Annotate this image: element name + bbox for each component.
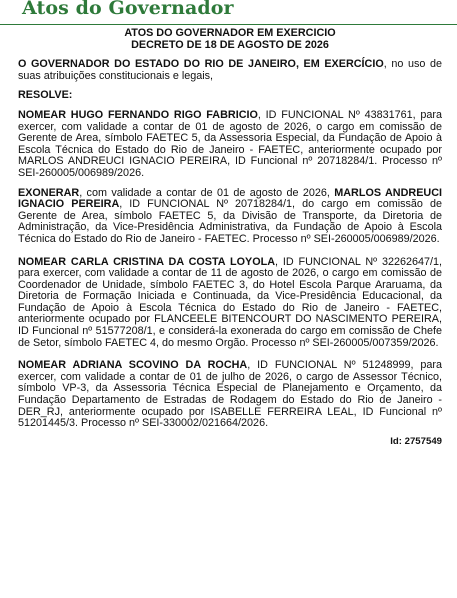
act-3-name: NOMEAR CARLA CRISTINA DA COSTA LOYOLA xyxy=(18,255,275,268)
heading-line-1: ATOS DO GOVERNADOR EM EXERCICIO xyxy=(124,27,336,39)
act-paragraph-4 xyxy=(18,360,442,430)
decree-body xyxy=(18,28,442,447)
act-paragraph-1 xyxy=(18,110,442,180)
act-paragraph-3 xyxy=(18,257,442,350)
resolve-text: RESOLVE: xyxy=(18,89,73,102)
section-title: Atos do Governador xyxy=(22,0,234,19)
document-id: Id: 2757549 xyxy=(390,435,442,447)
section-header xyxy=(0,0,457,25)
act-paragraph-2 xyxy=(18,188,442,246)
act-1-name: NOMEAR HUGO FERNANDO RIGO FABRICIO xyxy=(18,108,258,121)
act-1-text: , ID FUNCIONAL Nº 43831761, para exercer, com validade a contar de 01 de agosto de 2026, o cargo em comissão de Gerente de Area, símbolo FAETEC 5, da Assessoria Especial, da Fundação de Apoio à Escola Técnica do Estado do Rio de Janeiro - FAETEC, anteriormente ocupado por MARLOS ANDREUCI IGNACIO PEREIRA, ID Funcional nº 20718284/1. Processo nº SEI-260005/006989/2026. xyxy=(18,108,443,179)
intro-rest: , no uso de suas atribuições constitucionais e legais, xyxy=(18,58,442,82)
intro-paragraph xyxy=(18,59,442,82)
act-2-lead: EXONERAR xyxy=(18,186,80,199)
act-4-text: , ID FUNCIONAL Nº 51248999, para exercer, com validade a contar de 01 de julho de 2026, o cargo de Assessor Técnico, símbolo VP-3, da Assessoria Técnica Especial de Planejamento e Orçamento, da Fundação Departamento de Estradas de Rodagem do Estado do Rio de Janeiro - DER_RJ, anteriormente ocupado por ISABELLE FERREIRA LEAL, ID Funcional nº 51201445/3. Processo nº SEI-330002/021664/2026. xyxy=(18,359,443,430)
act-2-pre: , com validade a contar de 01 de agosto de 2026, xyxy=(79,186,335,199)
act-3-text: , ID FUNCIONAL Nº 32262647/1, para exercer, com validade a contar de 11 de agosto de 2026, o cargo em comissão de Coordenador de Unidade, símbolo FAETEC 3, do Hotel Escola Parque Araruama, da Diretoria de Formação Iniciada e Continuada, da Vice-Presidência Educacional, da Fundação de Apoio à Escola Técnica do Estado do Rio de Janeiro - FAETEC, anteriormente ocupado por FLANCEELE BITENCOURT DO NASCIMENTO PEREIRA, ID Funcional nº 51577208/1, e considerá-la exonerada do cargo em comissão de Chefe de Setor, símbolo FAETEC 4, do mesmo Orgão. Processo nº SEI-260005/007359/2026. xyxy=(18,255,442,349)
act-2-text: , ID FUNCIONAL Nº 20718284/1, do cargo em comissão de Gerente de Area, símbolo FAETEC 5, da Divisão de Transporte, da Diretoria de Administração, da Vice-Presidência Administrativa, da Fundação de Apoio à Escola Técnica do Estado do Rio de Janeiro - FAETEC. Processo nº SEI-260005/006989/2026. xyxy=(18,198,442,245)
decree-heading xyxy=(18,28,442,51)
act-2-name: MARLOS ANDREUCI IGNACIO PEREIRA xyxy=(18,186,442,211)
resolve-label xyxy=(18,90,442,102)
heading-line-2: DECRETO DE 18 DE AGOSTO DE 2026 xyxy=(131,38,329,51)
act-4-name: NOMEAR ADRIANA SCOVINO DA ROCHA xyxy=(18,359,248,372)
intro-authority: O GOVERNADOR DO ESTADO DO RIO DE JANEIRO, EM EXERCÍCIO xyxy=(18,58,384,71)
